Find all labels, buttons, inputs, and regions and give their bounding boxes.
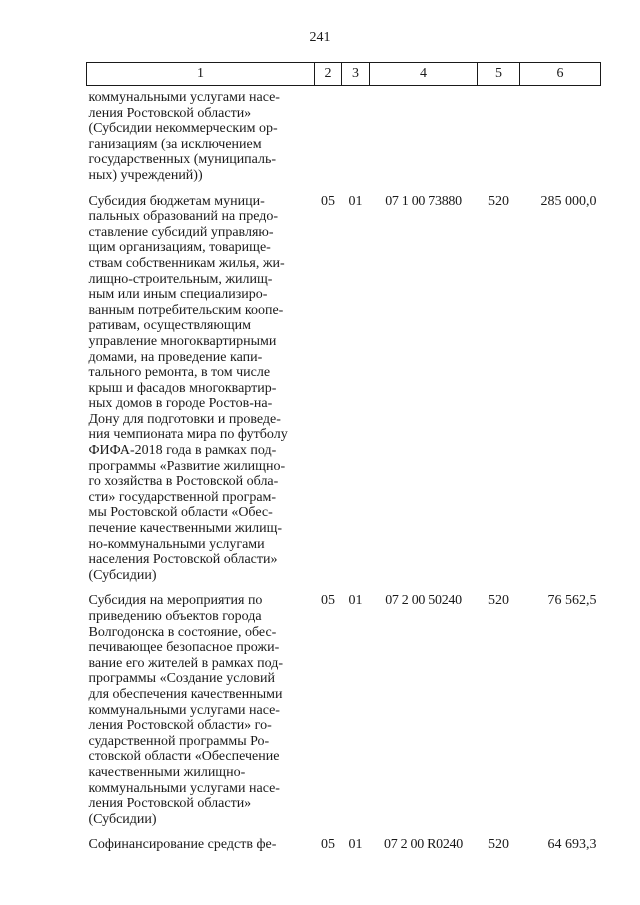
description-line: управление многоквартирными (88, 333, 277, 349)
target-article-code (370, 86, 478, 190)
description-line: го хозяйства в Ростовской обла- (88, 474, 279, 490)
description-line: щим организациям, товарище- (88, 240, 271, 256)
table-row (87, 589, 601, 833)
header-row (87, 63, 601, 86)
header-col-5: 5 (478, 63, 520, 86)
header-col-3: 3 (342, 63, 370, 86)
row-description (87, 190, 315, 590)
page-number: 241 (309, 30, 331, 45)
description-line: крыш и фасадов многоквартир- (88, 380, 277, 396)
description-line: вание его жителей в рамках под- (88, 655, 283, 671)
description-line: но-коммунальными услугами (88, 536, 265, 552)
description-line: стовской области «Обеспечение (88, 749, 280, 765)
description-line: Волгодонска в состояние, обес- (88, 624, 277, 640)
description-line: ганизациям (за исключением (88, 136, 262, 152)
target-article-code: 07 2 00 50240 (385, 593, 462, 609)
description-line: коммунальными услугами насе- (88, 702, 280, 718)
expense-type-code: 520 (488, 593, 509, 609)
description-line: (Субсидии) (88, 811, 157, 827)
header-col-6: 6 (520, 63, 601, 86)
description-line: сударственной программы Ро- (88, 733, 270, 749)
expense-type-code: 520 (488, 193, 509, 209)
description-line: лищно-строительным, жилищ- (88, 271, 273, 287)
table-row (87, 833, 601, 859)
description-line: пальных образований на предо- (88, 209, 279, 225)
description-line: ния чемпионата мира по футболу (88, 427, 288, 443)
description-line: ных) учреждений)) (88, 167, 203, 183)
description-line: программы «Развитие жилищно- (88, 458, 286, 474)
description-line: (Субсидии) (88, 567, 157, 583)
header-col-2: 2 (315, 63, 342, 86)
target-article-code: 07 2 00 R0240 (384, 837, 463, 853)
description-line: Дону для подготовки и проведе- (88, 411, 281, 427)
description-line: ления Ростовской области» (88, 796, 252, 812)
row-description (87, 86, 315, 190)
subsection-code: 01 (348, 593, 363, 609)
description-line: ления Ростовской области» (88, 105, 252, 121)
description-line: коммунальными услугами насе- (88, 90, 280, 105)
amount: 285 000,0 (540, 193, 597, 209)
description-line: сти» государственной програм- (88, 489, 277, 505)
description-line: ванным потребительским коопе- (88, 302, 284, 318)
expense-type-code (478, 86, 520, 190)
description-line: тального ремонта, в том числе (88, 365, 271, 381)
row-description (87, 833, 315, 859)
section-code (315, 86, 342, 190)
description-line: (Субсидии некоммерческим ор- (88, 121, 278, 137)
description-line: коммунальными услугами насе- (88, 780, 280, 796)
row-description (87, 589, 315, 833)
section-code: 05 (321, 837, 335, 853)
description-line: качественными жилищно- (88, 764, 246, 780)
description-line: ным или иным специализиро- (88, 287, 268, 303)
budget-table (86, 62, 601, 859)
description-line: ных домов в городе Ростов-на- (88, 396, 273, 412)
description-line: для обеспечения качественными (88, 686, 283, 702)
section-code: 05 (321, 193, 335, 209)
subsection-code: 01 (348, 193, 363, 209)
subsection-code: 01 (348, 837, 363, 853)
subsection-code (342, 86, 370, 190)
description-line: программы «Создание условий (88, 671, 276, 687)
description-line: ствам собственникам жилья, жи- (88, 255, 285, 271)
header-col-1: 1 (87, 63, 315, 86)
description-line: ративам, осуществляющим (88, 318, 251, 334)
amount (520, 86, 601, 190)
description-line: печение качественными жилищ- (88, 521, 283, 537)
description-line: Субсидия бюджетам муници- (88, 193, 265, 209)
description-line: домами, на проведение капи- (88, 349, 263, 365)
table-row (87, 86, 601, 190)
header-col-4: 4 (370, 63, 478, 86)
description-line: приведению объектов города (88, 609, 262, 624)
amount: 76 562,5 (547, 593, 597, 609)
section-code: 05 (321, 593, 335, 609)
description-line: Субсидия на мероприятия по (88, 593, 263, 609)
budget-table-wrap (86, 62, 600, 859)
description-line: печивающее безопасное прожи- (88, 640, 280, 656)
table-row (87, 190, 601, 590)
target-article-code: 07 1 00 73880 (385, 193, 462, 209)
description-line: ФИФА-2018 года в рамках под- (88, 443, 277, 459)
description-line: государственных (муниципаль- (88, 152, 277, 168)
description-line: ставление субсидий управляю- (88, 224, 274, 240)
description-line: Софинансирование средств фе- (88, 837, 277, 853)
expense-type-code: 520 (488, 837, 509, 853)
table-body (87, 86, 601, 859)
description-line: мы Ростовской области «Обес- (88, 505, 273, 521)
description-line: ления Ростовской области» го- (88, 718, 272, 734)
amount: 64 693,3 (547, 837, 597, 853)
description-line: населения Ростовской области» (88, 552, 278, 568)
